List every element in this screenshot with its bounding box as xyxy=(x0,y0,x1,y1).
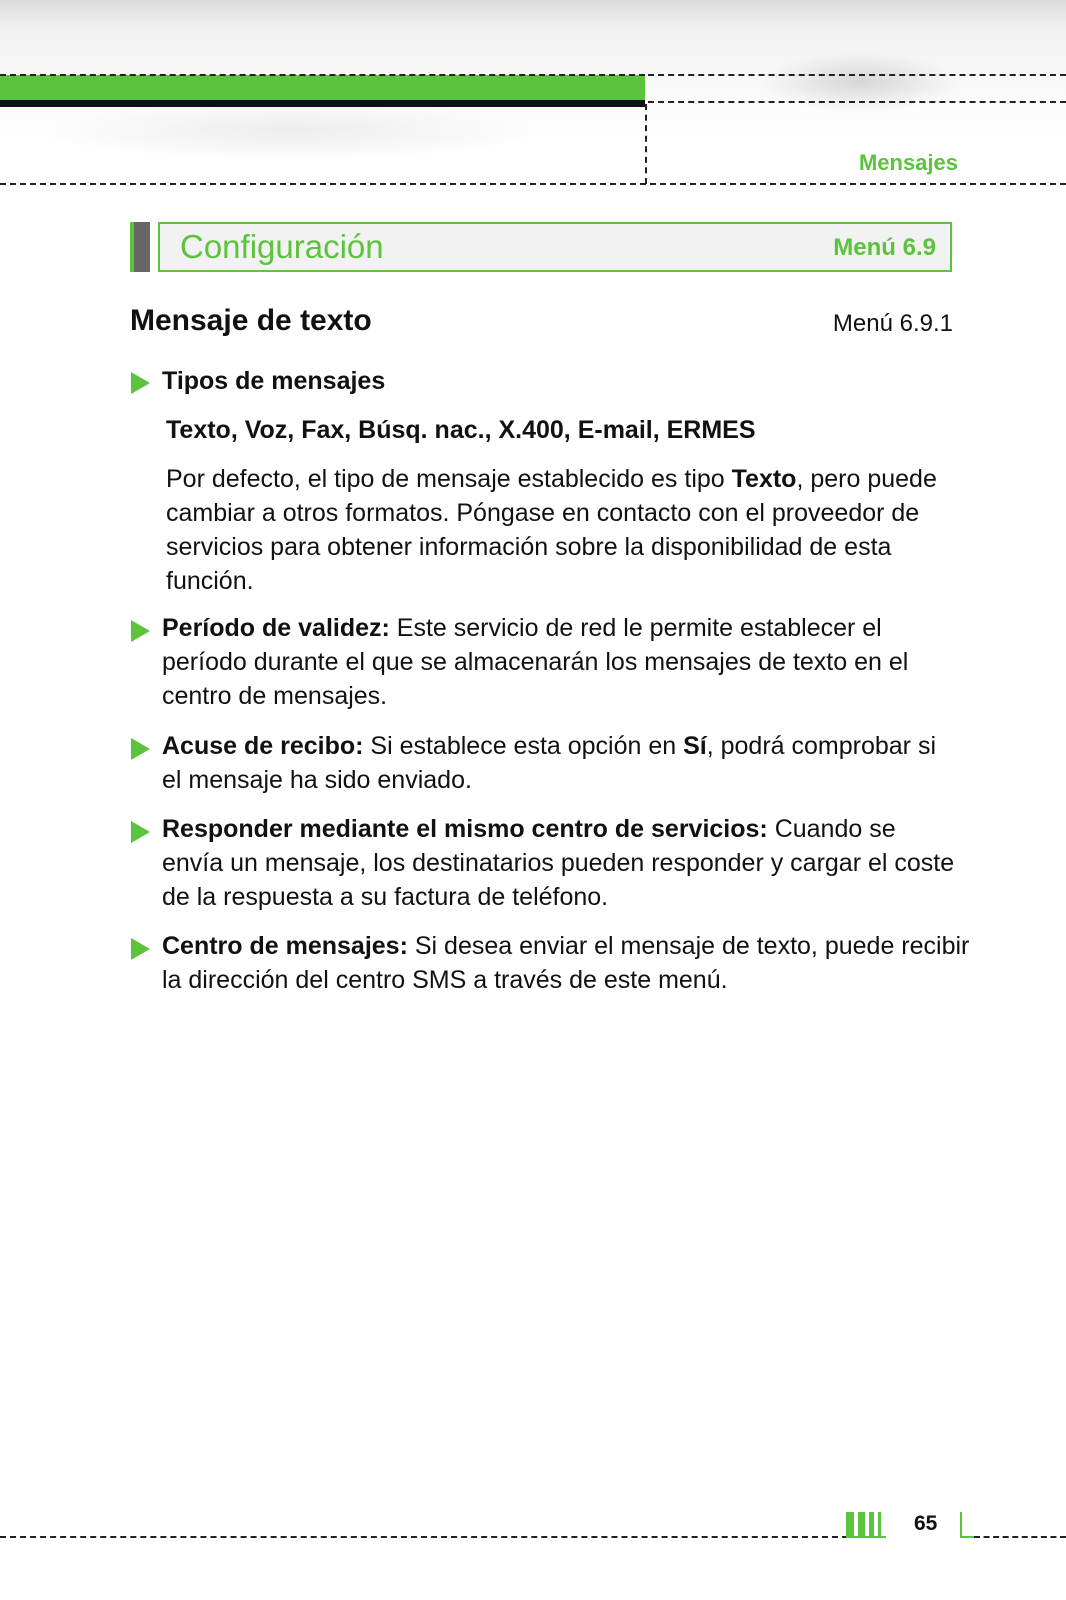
header-blur xyxy=(760,52,960,112)
item-paragraph xyxy=(162,729,962,797)
desc-bold: Texto xyxy=(731,465,797,493)
bullet-arrow-icon xyxy=(131,620,150,642)
bullet-arrow-icon xyxy=(131,372,150,394)
bullet-arrow-icon xyxy=(131,821,150,843)
subsection-title: Mensaje de texto xyxy=(130,304,372,337)
header-dashed-line xyxy=(648,101,1066,103)
item-label: Tipos de mensajes xyxy=(162,367,386,395)
item-options xyxy=(166,413,756,447)
header-black-line xyxy=(0,100,645,107)
item-label: Acuse de recibo: xyxy=(162,732,364,760)
item-heading xyxy=(162,364,385,398)
header-bottom-dashed-line xyxy=(0,183,1066,185)
header-green-bar xyxy=(0,75,645,102)
title-box xyxy=(158,222,952,272)
header-blur xyxy=(40,100,540,160)
desc-text: , pero puede cambiar a otros formatos. Póngase en contacto con el proveedor de servicios para obtener información sobre la disponibilidad de esta función. xyxy=(166,465,937,595)
item-text: Cuando se envía un mensaje, los destinatarios pueden responder y cargar el coste de la respuesta a su factura de teléfono. xyxy=(162,815,955,911)
item-description xyxy=(166,462,956,598)
subsection-menu-number: Menú 6.9.1 xyxy=(832,310,953,337)
footer-green-line xyxy=(846,1536,886,1538)
item-bold: Sí xyxy=(683,732,707,760)
footer-corner-mark xyxy=(960,1512,974,1538)
item-label: Período de validez: xyxy=(162,614,390,642)
item-paragraph xyxy=(162,611,962,713)
desc-text: Por defecto, el tipo de mensaje establecido es tipo xyxy=(166,465,732,493)
item-paragraph xyxy=(162,812,962,914)
page-number: 65 xyxy=(914,1512,938,1535)
header-dashed-line xyxy=(0,74,645,76)
bullet-arrow-icon xyxy=(131,938,150,960)
item-text: Este servicio de red le permite establecer el período durante el que se almacenarán los mensajes de texto en el centro de mensajes. xyxy=(162,614,909,710)
item-label: Responder mediante el mismo centro de servicios: xyxy=(162,815,768,843)
item-text: Si establece esta opción en xyxy=(363,732,684,760)
title-marker xyxy=(130,222,150,272)
item-paragraph xyxy=(162,929,972,997)
bullet-arrow-icon xyxy=(131,738,150,760)
item-label: Centro de mensajes: xyxy=(162,932,408,960)
item-text: Si desea enviar el mensaje de texto, puede recibir la dirección del centro SMS a través de este menú. xyxy=(162,932,970,994)
footer-dashed-line xyxy=(0,1536,848,1538)
header-dashed-line xyxy=(648,74,1066,76)
header-vertical-dashed-line xyxy=(645,104,647,184)
title-menu-number: Menú 6.9 xyxy=(833,234,936,261)
item-text: , podrá comprobar si el mensaje ha sido enviado. xyxy=(162,732,937,794)
options-text: Texto, Voz, Fax, Búsq. nac., X.400, E-mail, ERMES xyxy=(166,416,756,444)
section-name: Mensajes xyxy=(858,150,958,175)
footer-dashed-line xyxy=(974,1536,1066,1538)
page-title: Configuración xyxy=(180,228,384,265)
